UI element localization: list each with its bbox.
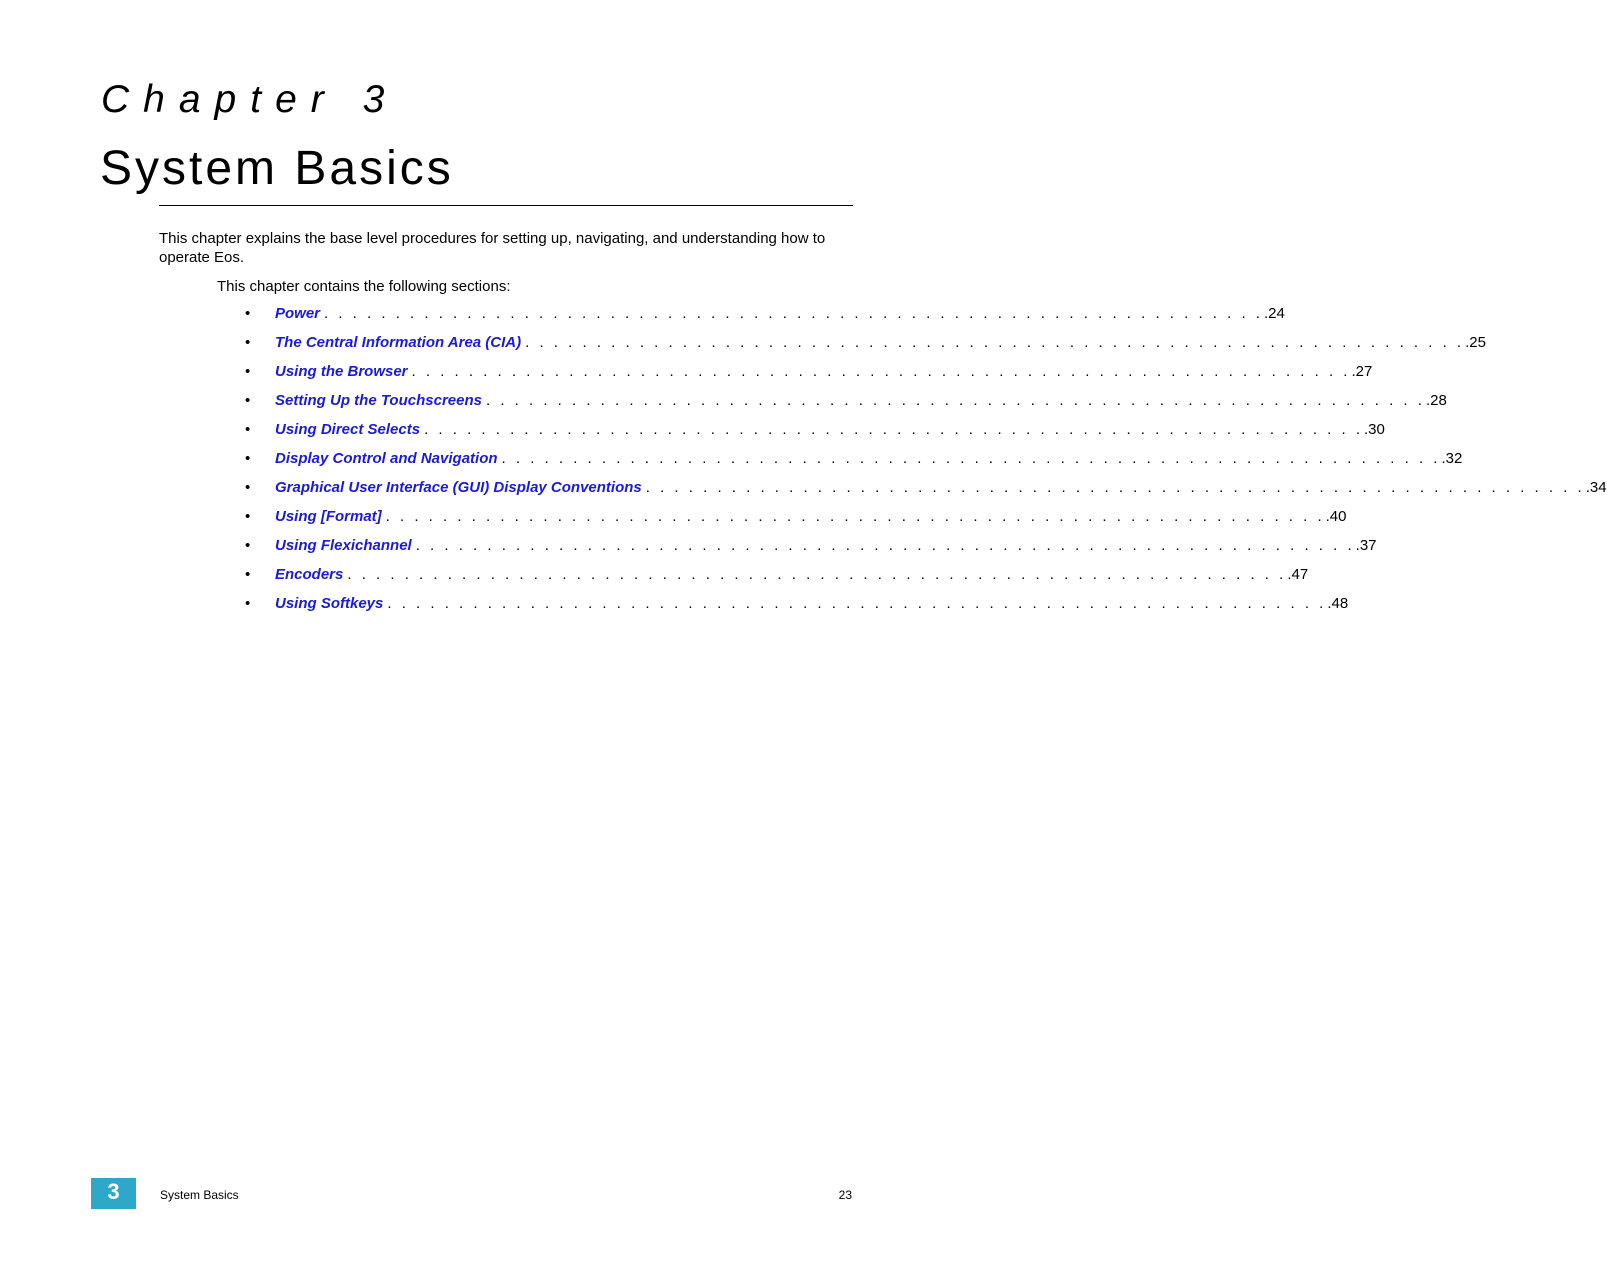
toc-link-gui-conventions[interactable]: Graphical User Interface (GUI) Display Conventions: [275, 479, 642, 496]
bullet-icon: •: [245, 450, 251, 467]
toc-item: [245, 594, 1349, 623]
bullet-icon: •: [245, 392, 251, 409]
chapter-number-tab: 3: [91, 1178, 136, 1209]
toc-item: [245, 304, 1285, 333]
toc-link-format[interactable]: Using [Format]: [275, 508, 382, 525]
sections-label: This chapter contains the following sections:: [217, 278, 511, 295]
toc-item: [245, 507, 1347, 536]
bullet-icon: •: [245, 566, 251, 583]
dot-leader: . . . . . . . . . . . . . . . . . . . . . . . . . . . . . . . . . . . . . . . . . . . . . . . . . . . . . . . . . . . . . . . . . .: [525, 334, 1465, 351]
toc-item: [245, 536, 1377, 565]
dot-leader: . . . . . . . . . . . . . . . . . . . . . . . . . . . . . . . . . . . . . . . . . . . . . . . . . . . . . . . . . . . . . . . . . .: [387, 595, 1327, 612]
toc-link-direct-selects[interactable]: Using Direct Selects: [275, 421, 421, 438]
toc-page-number: .47: [1287, 566, 1309, 583]
toc-item: [245, 420, 1385, 449]
toc-link-power[interactable]: Power: [275, 305, 321, 322]
dot-leader: . . . . . . . . . . . . . . . . . . . . . . . . . . . . . . . . . . . . . . . . . . . . . . . . . . . . . . . . . . . . . . . . . .: [645, 479, 1585, 496]
footer-chapter-title: System Basics: [160, 1188, 239, 1202]
toc-item: [245, 565, 1309, 594]
toc-item: [245, 333, 1486, 362]
toc-page-number: .48: [1327, 595, 1349, 612]
toc-page-number: .25: [1465, 334, 1486, 351]
chapter-label: Chapter 3: [101, 78, 399, 121]
toc-item: [245, 449, 1463, 478]
toc-link-encoders[interactable]: Encoders: [275, 566, 344, 583]
intro-paragraph: This chapter explains the base level procedures for setting up, navigating, and understanding how to operate Eos.: [159, 230, 826, 266]
toc-page-number: .34: [1585, 479, 1607, 496]
toc-item: [245, 478, 1607, 507]
dot-leader: . . . . . . . . . . . . . . . . . . . . . . . . . . . . . . . . . . . . . . . . . . . . . . . . . . . . . . . . . . . . . . . . . .: [347, 566, 1287, 583]
toc-page-number: .24: [1263, 305, 1285, 322]
toc-link-softkeys[interactable]: Using Softkeys: [275, 595, 384, 612]
bullet-icon: •: [245, 537, 251, 554]
bullet-icon: •: [245, 421, 251, 438]
bullet-icon: •: [245, 305, 251, 322]
bullet-icon: •: [245, 334, 251, 351]
dot-leader: . . . . . . . . . . . . . . . . . . . . . . . . . . . . . . . . . . . . . . . . . . . . . . . . . . . . . . . . . . . . . . . . . .: [501, 450, 1441, 467]
toc-page-number: .28: [1425, 392, 1447, 409]
dot-leader: . . . . . . . . . . . . . . . . . . . . . . . . . . . . . . . . . . . . . . . . . . . . . . . . . . . . . . . . . . . . . . . . . .: [324, 305, 1263, 322]
toc-link-flexichannel[interactable]: Using Flexichannel: [275, 537, 412, 554]
chapter-title: System Basics: [100, 142, 454, 195]
toc-link-touchscreens[interactable]: Setting Up the Touchscreens: [275, 392, 482, 409]
title-divider: [159, 205, 853, 206]
toc-item: [245, 391, 1447, 420]
bullet-icon: •: [245, 479, 251, 496]
toc-page-number: .30: [1364, 421, 1385, 438]
toc-page-number: .40: [1325, 508, 1347, 525]
toc-page-number: .32: [1441, 450, 1463, 467]
bullet-icon: •: [245, 363, 251, 380]
toc-link-browser[interactable]: Using the Browser: [275, 363, 408, 380]
section-list: [245, 304, 1607, 623]
toc-page-number: .27: [1351, 363, 1373, 380]
dot-leader: . . . . . . . . . . . . . . . . . . . . . . . . . . . . . . . . . . . . . . . . . . . . . . . . . . . . . . . . . . . . . . . . . .: [485, 392, 1425, 409]
toc-page-number: .37: [1355, 537, 1377, 554]
toc-item: [245, 362, 1373, 391]
bullet-icon: •: [245, 508, 251, 525]
dot-leader: . . . . . . . . . . . . . . . . . . . . . . . . . . . . . . . . . . . . . . . . . . . . . . . . . . . . . . . . . . . . . . . . . .: [415, 537, 1355, 554]
toc-link-cia[interactable]: The Central Information Area (CIA): [275, 334, 522, 351]
dot-leader: . . . . . . . . . . . . . . . . . . . . . . . . . . . . . . . . . . . . . . . . . . . . . . . . . . . . . . . . . . . . . . . . . .: [385, 508, 1325, 525]
toc-link-display-control[interactable]: Display Control and Navigation: [275, 450, 498, 467]
bullet-icon: •: [245, 595, 251, 612]
footer-page-number: 23: [838, 1188, 852, 1202]
dot-leader: . . . . . . . . . . . . . . . . . . . . . . . . . . . . . . . . . . . . . . . . . . . . . . . . . . . . . . . . . . . . . . . . . .: [411, 363, 1351, 380]
dot-leader: . . . . . . . . . . . . . . . . . . . . . . . . . . . . . . . . . . . . . . . . . . . . . . . . . . . . . . . . . . . . . . . . . .: [424, 421, 1364, 438]
